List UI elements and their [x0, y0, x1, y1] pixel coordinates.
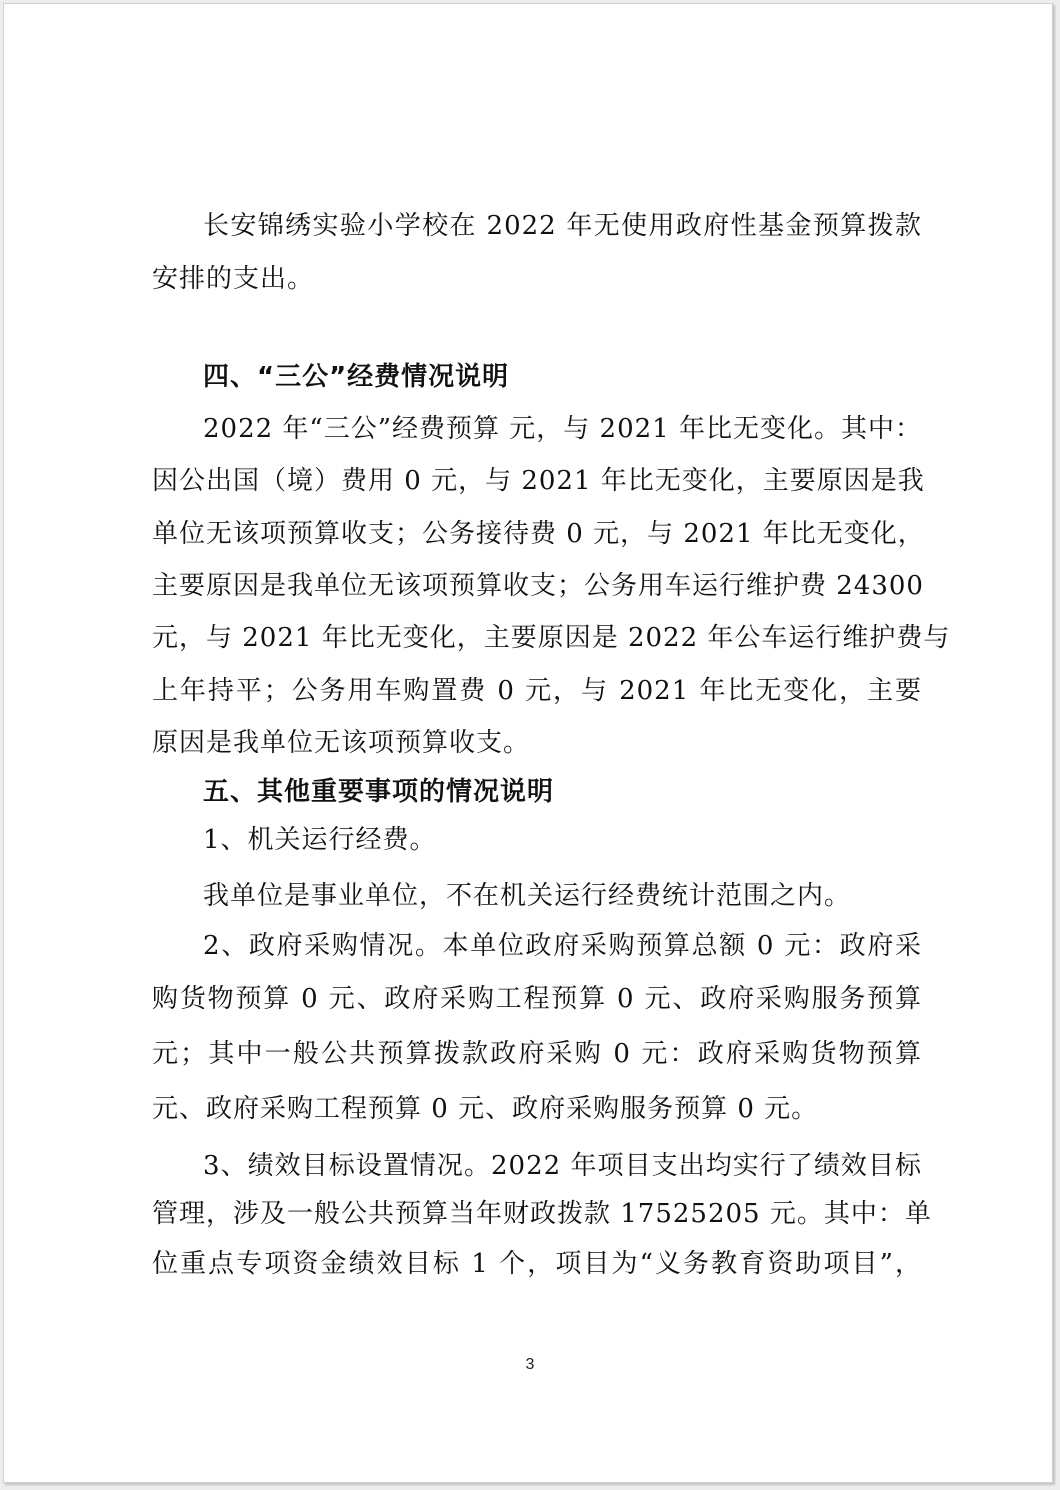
paragraph-line: 元，与 2021 年比无变化，主要原因是 2022 年公车运行维护费与 — [152, 623, 951, 653]
paragraph-line: 2022 年“三公”经费预算 元，与 2021 年比无变化。其中： — [203, 414, 922, 444]
paragraph-line: 1、机关运行经费。 — [203, 825, 437, 855]
paragraph-line: 因公出国（境）费用 0 元，与 2021 年比无变化，主要原因是我 — [152, 466, 925, 496]
paragraph-line: 购货物预算 0 元、政府采购工程预算 0 元、政府采购服务预算 — [152, 984, 922, 1014]
paragraph-line: 2、政府采购情况。本单位政府采购预算总额 0 元：政府采 — [203, 931, 922, 961]
paragraph-line: 管理，涉及一般公共预算当年财政拨款 17525205 元。其中：单 — [152, 1199, 932, 1229]
paragraph-line: 元；其中一般公共预算拨款政府采购 0 元：政府采购货物预算 — [152, 1039, 922, 1069]
paragraph-line: 3、绩效目标设置情况。2022 年项目支出均实行了绩效目标 — [203, 1151, 922, 1181]
section-heading-5: 五、其他重要事项的情况说明 — [203, 777, 555, 807]
page-number: 3 — [525, 1356, 535, 1373]
paragraph-line: 主要原因是我单位无该项预算收支；公务用车运行维护费 24300 — [152, 571, 924, 601]
section-heading-4: 四、“三公”经费情况说明 — [203, 362, 510, 392]
paragraph-line: 安排的支出。 — [152, 264, 315, 294]
paragraph-line: 上年持平；公务用车购置费 0 元，与 2021 年比无变化，主要 — [152, 676, 922, 706]
paragraph-line: 我单位是事业单位，不在机关运行经费统计范围之内。 — [203, 881, 852, 911]
paragraph-line: 位重点专项资金绩效目标 1 个，项目为“义务教育资助项目”， — [152, 1249, 922, 1279]
paragraph-line: 长安锦绣实验小学校在 2022 年无使用政府性基金预算拨款 — [203, 211, 922, 241]
paragraph-line: 原因是我单位无该项预算收支。 — [152, 728, 531, 758]
paragraph-line: 元、政府采购工程预算 0 元、政府采购服务预算 0 元。 — [152, 1094, 819, 1124]
paragraph-line: 单位无该项预算收支；公务接待费 0 元，与 2021 年比无变化， — [152, 519, 925, 549]
